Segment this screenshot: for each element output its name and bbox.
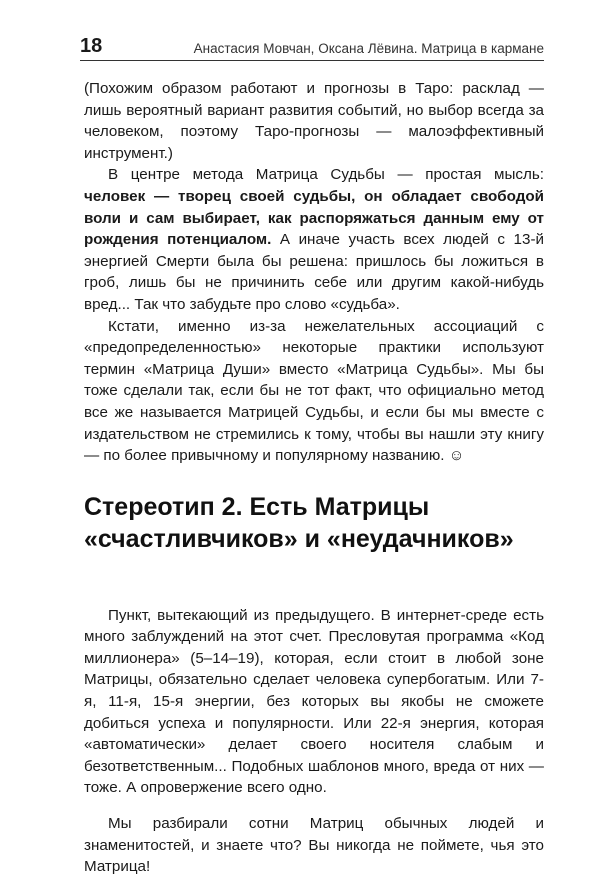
paragraph-terminology: Кстати, именно из-за нежелательных ассоциаций с «предопределенностью» некоторые практики используют термин «Матрица Души» вместо «Матрица Судьбы». Мы бы тоже сделали так, если бы не тот факт, что официально метод все же называется Матрицей Судьбы, и если бы мы вместе с издательством не стремились к тому, чтобы вы нашли эту книгу — по более привычному и популярному названию. ☺: [84, 317, 544, 465]
paragraph-stereotypes: Пункт, вытекающий из предыдущего. В интернет-среде есть много заблуждений на этот счет. Пресловутая программа «Код миллионера» (5–14–19), которая, если стоит в любой зоне Матрицы, обязательно сделает человека супербогатым. Или 7-я, 11-я, 15-я энергии, без которых вы якобы не сможете добиться успеха и популярности. Или 22-я энергия, которая «автоматически» делает своего носителя слабым и безответственным... Подобных шаблонов много, вреда от них — тоже. А опровержение всего одно.: [84, 606, 544, 797]
running-header: [80, 28, 544, 61]
paragraph-celebrities: Мы разбирали сотни Матриц обычных людей и знаменитостей, и знаете что? Вы никогда не поймете, чья это Матрица!: [84, 815, 544, 876]
section-heading: [84, 491, 544, 555]
paragraph-method-bold: человек — творец своей судьбы, он обладает свободой воли и сам выбирает, как распоряжаться данным ему от рождения потенциалом.: [84, 187, 544, 249]
paragraph-method-end: А иначе участь всех людей с 13-й энергией Смерти была бы решена: пришлось бы ложиться в гроб, лишь бы не причинить себе или другим какой-нибудь вред... Так что забудьте про слово «судьба».: [84, 231, 544, 313]
page-body: [84, 78, 544, 878]
paragraph-tarot: (Похожим образом работают и прогнозы в Таро: расклад — лишь вероятный вариант развития событий, но выбор всегда за человеком, поэтому Таро-прогнозы — малоэффективный инструмент.): [84, 80, 544, 162]
page-number: 18: [80, 35, 103, 57]
paragraph-method-start: В центре метода Матрица Судьбы — простая мысль:: [108, 166, 544, 184]
running-head-title: Анастасия Мовчан, Оксана Лёвина. Матрица в кармане: [193, 40, 544, 56]
paragraph-method-center: [84, 164, 544, 315]
section-heading-line2: «счастливчиков» и «неудачников»: [84, 524, 514, 553]
section-heading-line1: Стереотип 2. Есть Матрицы: [84, 492, 430, 521]
